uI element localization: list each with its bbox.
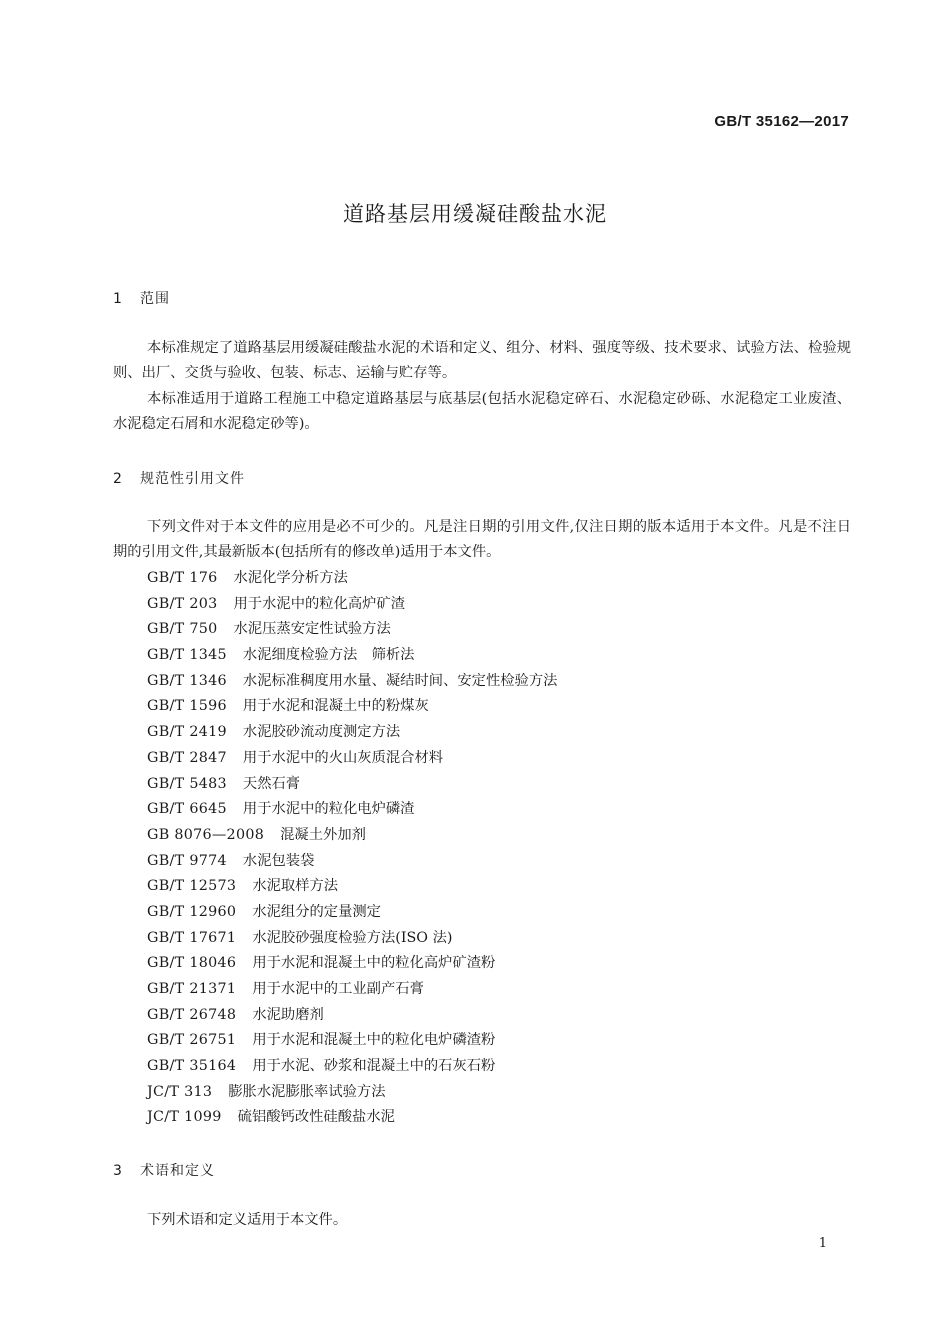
reference-code: GB/T 1345 xyxy=(147,647,227,664)
section-title: 规范性引用文件 xyxy=(140,471,245,487)
reference-code: GB/T 1596 xyxy=(147,698,227,715)
section-heading-terms-definitions xyxy=(113,1160,215,1180)
section-title: 范围 xyxy=(140,291,170,307)
reference-title: 天然石膏 xyxy=(242,775,301,792)
reference-item xyxy=(147,1054,557,1080)
reference-title: 水泥细度检验方法 筛析法 xyxy=(242,647,415,664)
reference-title: 用于水泥中的工业副产石膏 xyxy=(252,981,424,997)
reference-code: GB/T 12573 xyxy=(147,878,237,895)
reference-title: 水泥组分的定量测定 xyxy=(252,903,381,920)
reference-item xyxy=(147,643,557,669)
page-number: 1 xyxy=(818,1236,827,1251)
reference-item xyxy=(147,1080,557,1106)
reference-title: 水泥取样方法 xyxy=(252,878,339,895)
reference-code: GB/T 2419 xyxy=(147,724,227,741)
section-title: 术语和定义 xyxy=(140,1163,215,1179)
reference-item xyxy=(147,1105,557,1131)
reference-item xyxy=(147,951,557,977)
reference-title: 混凝土外加剂 xyxy=(280,826,366,843)
reference-title: 用于水泥中的粒化电炉磷渣 xyxy=(242,801,415,818)
reference-code: GB/T 176 xyxy=(147,570,218,586)
reference-title: 水泥胶砂强度检验方法(ISO 法) xyxy=(252,929,453,946)
section-number: 1 xyxy=(113,291,123,307)
reference-code: JC/T 313 xyxy=(147,1083,213,1100)
reference-item xyxy=(147,772,557,798)
reference-title: 水泥胶砂流动度测定方法 xyxy=(242,724,401,741)
reference-code: GB/T 9774 xyxy=(147,852,227,869)
reference-title: 水泥压蒸安定性试验方法 xyxy=(233,621,391,638)
reference-title: 用于水泥中的火山灰质混合材料 xyxy=(242,749,444,766)
reference-item xyxy=(147,746,557,772)
reference-item xyxy=(147,694,557,720)
reference-code: GB/T 2847 xyxy=(147,749,227,766)
reference-title: 用于水泥和混凝土中的粒化高炉矿渣粉 xyxy=(252,955,496,972)
reference-item xyxy=(147,617,557,643)
reference-title: 水泥包装袋 xyxy=(242,852,315,869)
reference-code: GB/T 35164 xyxy=(147,1058,237,1075)
reference-title: 水泥标准稠度用水量、凝结时间、安定性检验方法 xyxy=(242,672,558,689)
reference-code: GB/T 26748 xyxy=(147,1006,237,1023)
reference-code: GB/T 203 xyxy=(147,595,218,612)
reference-item xyxy=(147,1028,557,1054)
reference-code: GB 8076—2008 xyxy=(147,826,265,843)
reference-title: 用于水泥、砂浆和混凝土中的石灰石粉 xyxy=(252,1058,496,1075)
reference-item xyxy=(147,592,557,618)
reference-list xyxy=(147,566,557,1131)
section-heading-normative-references xyxy=(113,468,245,488)
reference-title: 水泥化学分析方法 xyxy=(233,570,348,586)
reference-item xyxy=(147,823,557,849)
section-heading-scope xyxy=(113,288,170,308)
reference-code: GB/T 12960 xyxy=(147,903,237,920)
reference-item xyxy=(147,797,557,823)
reference-title: 用于水泥中的粒化高炉矿渣 xyxy=(233,595,406,612)
reference-item xyxy=(147,566,557,592)
reference-item xyxy=(147,849,557,875)
reference-code: GB/T 6645 xyxy=(147,801,227,818)
paragraph-scope-1: 本标准规定了道路基层用缓凝硅酸盐水泥的术语和定义、组分、材料、强度等级、技术要求、试验方法、检验规则、出厂、交货与验收、包装、标志、运输与贮存等。 xyxy=(113,340,851,381)
reference-code: GB/T 21371 xyxy=(147,981,237,997)
document-title: 道路基层用缓凝硅酸盐水泥 xyxy=(343,202,607,226)
paragraph-scope-2: 本标准适用于道路工程施工中稳定道路基层与底基层(包括水泥稳定碎石、水泥稳定砂砾、水泥稳定工业废渣、水泥稳定石屑和水泥稳定砂等)。 xyxy=(113,391,851,432)
reference-title: 水泥助磨剂 xyxy=(252,1006,324,1023)
reference-code: GB/T 18046 xyxy=(147,955,237,972)
paragraph-terms-intro: 下列术语和定义适用于本文件。 xyxy=(147,1212,348,1228)
paragraph-references-intro: 下列文件对于本文件的应用是必不可少的。凡是注日期的引用文件,仅注日期的版本适用于本文件。凡是不注日期的引用文件,其最新版本(包括所有的修改单)适用于本文件。 xyxy=(113,519,851,560)
reference-item xyxy=(147,977,557,1003)
reference-item xyxy=(147,1003,557,1029)
reference-code: GB/T 1346 xyxy=(147,672,227,689)
reference-item xyxy=(147,900,557,926)
reference-title: 用于水泥和混凝土中的粒化电炉磷渣粉 xyxy=(252,1032,496,1049)
reference-code: GB/T 5483 xyxy=(147,775,227,792)
reference-code: GB/T 17671 xyxy=(147,929,237,946)
reference-item xyxy=(147,720,557,746)
reference-item xyxy=(147,874,557,900)
reference-code: JC/T 1099 xyxy=(147,1109,222,1126)
section-number: 2 xyxy=(113,471,123,487)
section-number: 3 xyxy=(113,1163,123,1179)
reference-code: GB/T 750 xyxy=(147,621,218,638)
reference-title: 膨胀水泥膨胀率试验方法 xyxy=(228,1083,386,1100)
reference-item xyxy=(147,926,557,952)
reference-item xyxy=(147,669,557,695)
standard-code: GB/T 35162—2017 xyxy=(714,113,849,130)
reference-title: 硫铝酸钙改性硅酸盐水泥 xyxy=(237,1109,395,1126)
reference-code: GB/T 26751 xyxy=(147,1032,237,1049)
reference-title: 用于水泥和混凝土中的粉煤灰 xyxy=(242,698,429,715)
